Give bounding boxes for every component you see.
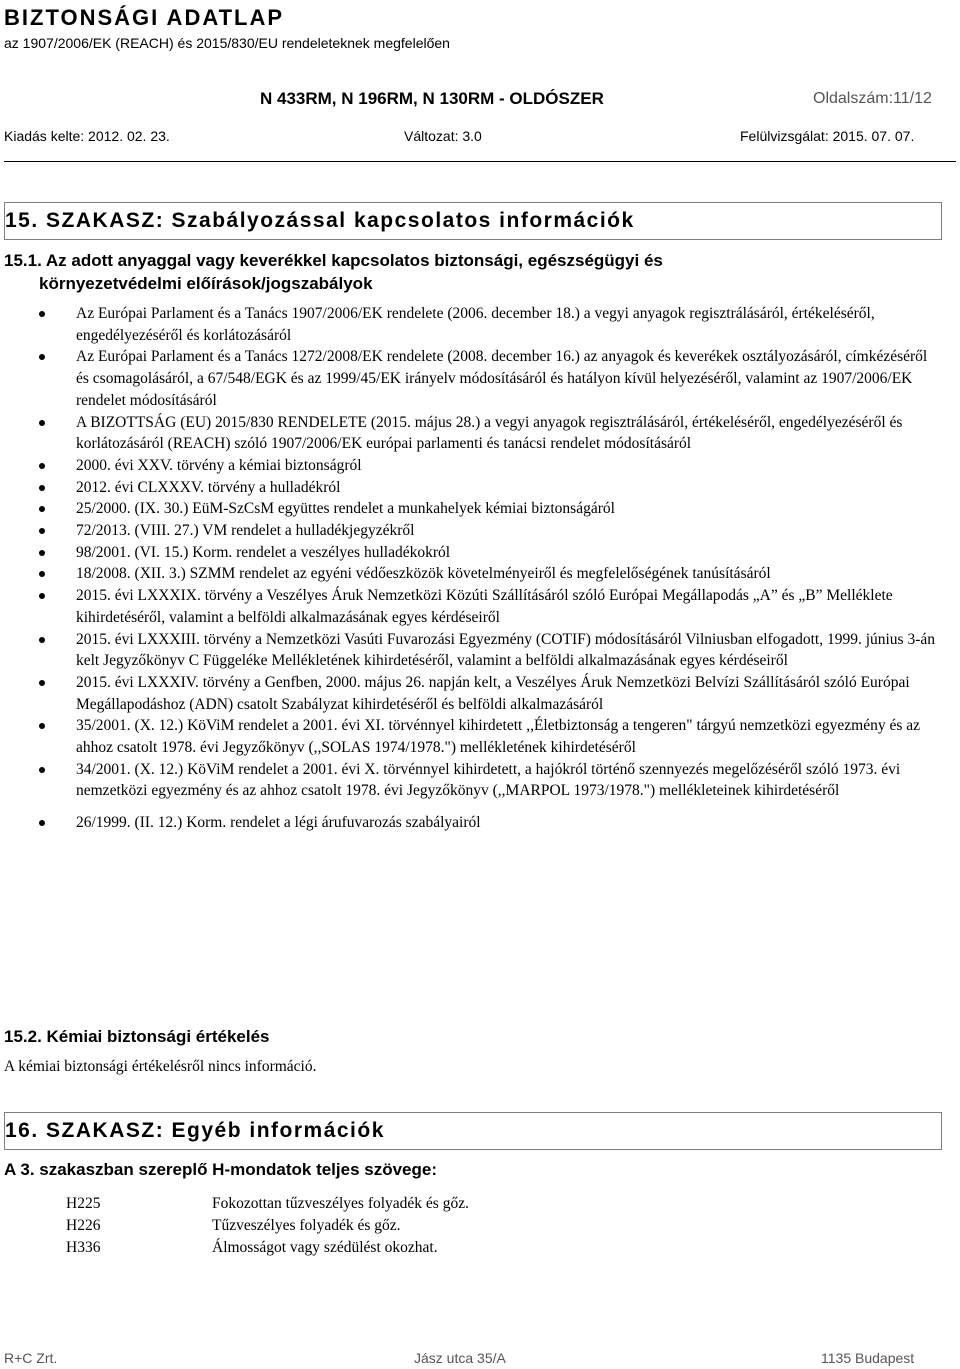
document-subtitle: az 1907/2006/EK (REACH) és 2015/830/EU rendeleteknek megfelelően <box>4 35 450 51</box>
table-row <box>66 1237 469 1259</box>
h-code: H336 <box>66 1238 101 1256</box>
footer-city: 1135 Budapest <box>821 1350 915 1366</box>
issue-date: Kiadás kelte: 2012. 02. 23. <box>4 128 170 144</box>
h-code: H226 <box>66 1216 101 1234</box>
document-title: BIZTONSÁGI ADATLAP <box>4 5 285 30</box>
list-item: 2000. évi XXV. törvény a kémiai biztonságról <box>0 455 936 477</box>
version: Változat: 3.0 <box>404 128 482 144</box>
h-statements-heading: A 3. szakaszban szereplő H-mondatok teljes szövege: <box>4 1160 438 1179</box>
list-item: 26/1999. (II. 12.) Korm. rendelet a légi árufuvarozás szabályairól <box>0 812 936 834</box>
header-divider <box>4 161 956 162</box>
list-item: 34/2001. (X. 12.) KöViM rendelet a 2001. évi X. törvénnyel kihirdetett, a hajókról történő szennyezés megelőzéséről szóló 1973. évi nemzetközi egyezmény és az ahhoz csatolt 1978. évi Jegyzőkönyv (,,MARPOL 1973/1978.") mellékleteinek kihirdetéséről <box>0 759 936 802</box>
list-item: 72/2013. (VIII. 27.) VM rendelet a hulladékjegyzékről <box>0 520 936 542</box>
subsection-15-1-heading-cont: környezetvédelmi előírások/jogszabályok <box>39 274 373 293</box>
list-item: 35/2001. (X. 12.) KöViM rendelet a 2001. évi XI. törvénnyel kihirdetett ,,Életbiztonság a tengeren" tárgyú nemzetközi egyezmény és az ahhoz csatolt 1978. évi Jegyzőkönyv (,,SOLAS 1974/1978.") mellékletének kihirdetéséről <box>0 715 936 758</box>
subsection-15-1-heading: 15.1. Az adott anyaggal vagy keverékkel kapcsolatos biztonsági, egészségügyi és <box>4 251 663 270</box>
product-name: N 433RM, N 196RM, N 130RM - OLDÓSZER <box>260 89 604 108</box>
list-item: 2015. évi LXXXIX. törvény a Veszélyes Áruk Nemzetközi Közúti Szállításáról szóló Európai Megállapodás „A” és „B” Melléklete kihirdetéséről, valamint a belföldi alkalmazásának egyes kérdéseiről <box>0 585 936 628</box>
list-item: 98/2001. (VI. 15.) Korm. rendelet a veszélyes hulladékokról <box>0 542 936 564</box>
footer-company: R+C Zrt. <box>4 1350 58 1366</box>
footer-street: Jász utca 35/A <box>414 1350 506 1366</box>
table-row <box>66 1193 469 1215</box>
page-number: Oldalszám:11/12 <box>813 90 932 107</box>
h-statements-table <box>66 1193 469 1258</box>
list-item: 18/2008. (XII. 3.) SZMM rendelet az egyéni védőeszközök követelményeiről és megfelelőségének tanúsításáról <box>0 563 936 585</box>
list-item: 2015. évi LXXXIII. törvény a Nemzetközi Vasúti Fuvarozási Egyezmény (COTIF) módosításáról Vilniusban elfogadott, 1999. június 3-án kelt Jegyzőkönyv C Függeléke Mellékletének kihirdetéséről, valamint a belföldi alkalmazásának egyes kérdéseiről <box>0 629 936 672</box>
list-item: 25/2000. (IX. 30.) EüM-SzCsM együttes rendelet a munkahelyek kémiai biztonságáról <box>0 498 936 520</box>
table-row <box>66 1215 469 1237</box>
h-text: Tűzveszélyes folyadék és gőz. <box>212 1216 401 1234</box>
list-item: A BIZOTTSÁG (EU) 2015/830 RENDELETE (2015. május 28.) a vegyi anyagok regisztrálásáról, értékeléséről, engedélyezéséről és korlátozásáról (REACH) szóló 1907/2006/EK európai parlamenti és tanácsi rendelet módosításáról <box>0 412 936 455</box>
list-item: Az Európai Parlament és a Tanács 1907/2006/EK rendelete (2006. december 18.) a vegyi anyagok regisztrálásáról, értékeléséről, engedélyezéséről és korlátozásáról <box>0 303 936 346</box>
h-text: Álmosságot vagy szédülést okozhat. <box>212 1238 438 1256</box>
section-16-title: 16. SZAKASZ: Egyéb információk <box>4 1112 942 1150</box>
h-code: H225 <box>66 1195 101 1212</box>
section-15-title: 15. SZAKASZ: Szabályozással kapcsolatos információk <box>4 202 942 240</box>
revision-date: Felülvizsgálat: 2015. 07. 07. <box>740 128 915 144</box>
list-item: 2012. évi CLXXXV. törvény a hulladékról <box>0 477 936 499</box>
legislation-list <box>0 303 960 834</box>
list-item: Az Európai Parlament és a Tanács 1272/2008/EK rendelete (2008. december 16.) az anyagok és keverékek osztályozásáról, címkézéséről és csomagolásáról, a 67/548/EGK és az 1999/45/EK irányelv módosításáról és hatályon kívül helyezéséről, valamint az 1907/2006/EK rendelet módosításáról <box>0 346 936 411</box>
subsection-15-2-text: A kémiai biztonsági értékelésről nincs információ. <box>4 1058 317 1075</box>
subsection-15-2-heading: 15.2. Kémiai biztonsági értékelés <box>4 1027 270 1046</box>
list-item: 2015. évi LXXXIV. törvény a Genfben, 2000. május 26. napján kelt, a Veszélyes Áruk Nemzetközi Belvízi Szállításáról szóló Európai Megállapodáshoz (ADN) csatolt Szabályzat kihirdetéséről és belföldi alkalmazásáról <box>0 672 936 715</box>
h-text: Fokozottan tűzveszélyes folyadék és gőz. <box>212 1195 469 1212</box>
